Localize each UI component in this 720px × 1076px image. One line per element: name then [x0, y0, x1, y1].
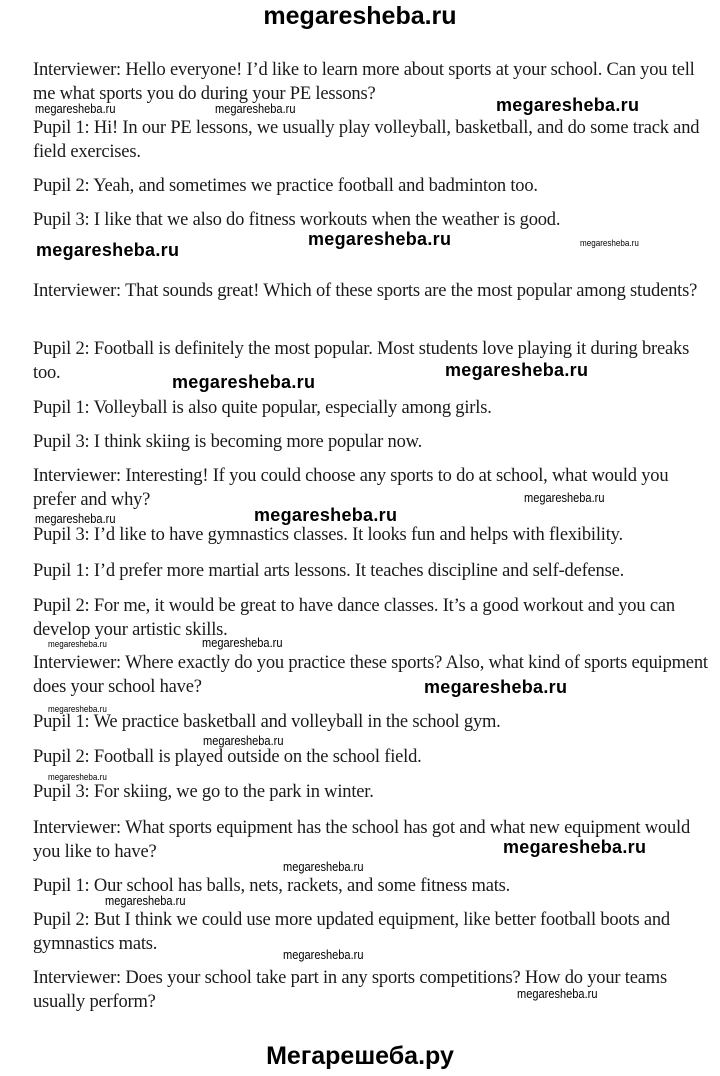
watermark: megaresheba.ru [283, 859, 364, 874]
watermark: megaresheba.ru [48, 639, 107, 650]
dialogue-line: Pupil 1: I’d prefer more martial arts lessons. It teaches discipline and self-defense. [33, 561, 625, 581]
watermark: megaresheba.ru [424, 677, 568, 697]
dialogue-line: Pupil 3: I’d like to have gymnastics classes. It looks fun and helps with flexibility. [33, 525, 623, 545]
dialogue-line: Interviewer: That sounds great! Which of these sports are the most popular among students? [33, 281, 698, 301]
dialogue-line: Pupil 2: Football is definitely the most popular. Most students love playing it during breaks too. [33, 339, 690, 383]
dialogue-line: Interviewer: Does your school take part in any sports competitions? How do your teams usually perform? [33, 968, 667, 1012]
watermark: megaresheba.ru [503, 837, 647, 857]
watermark: megaresheba.ru [35, 101, 116, 116]
dialogue-line: Pupil 3: I like that we also do fitness workouts when the weather is good. [33, 210, 561, 230]
dialogue-line: Pupil 3: For skiing, we go to the park in winter. [33, 782, 374, 802]
dialogue-line: Interviewer: Where exactly do you practice these sports? Also, what kind of sports equipment does your school have? [33, 653, 708, 697]
site-footer: Мегарешеба.ру [266, 1042, 454, 1070]
watermark: megaresheba.ru [48, 772, 107, 783]
dialogue-line: Interviewer: Interesting! If you could choose any sports to do at school, what would you prefer and why? [33, 466, 669, 510]
watermark: megaresheba.ru [445, 360, 589, 380]
watermark: megaresheba.ru [36, 240, 180, 260]
watermark: megaresheba.ru [254, 505, 398, 525]
watermark: megaresheba.ru [580, 238, 639, 249]
watermark: megaresheba.ru [105, 893, 186, 908]
dialogue-line: Pupil 1: Our school has balls, nets, rackets, and some fitness mats. [33, 876, 511, 896]
dialogue-line: Pupil 3: I think skiing is becoming more popular now. [33, 432, 423, 452]
site-header: megaresheba.ru [263, 2, 457, 30]
watermark: megaresheba.ru [308, 229, 452, 249]
dialogue-line: Interviewer: What sports equipment has the school has got and what new equipment would you like to have? [33, 818, 691, 862]
dialogue-line: Pupil 1: We practice basketball and volleyball in the school gym. [33, 712, 501, 732]
watermark: megaresheba.ru [203, 733, 284, 748]
watermark: megaresheba.ru [517, 986, 598, 1001]
dialogue-line: Pupil 1: Hi! In our PE lessons, we usually play volleyball, basketball, and do some track and field exercises. [33, 118, 700, 162]
watermark: megaresheba.ru [524, 490, 605, 505]
watermark: megaresheba.ru [215, 101, 296, 116]
dialogue-line: Interviewer: Hello everyone! I’d like to learn more about sports at your school. Can you tell me what sports you do during your PE lessons? [33, 60, 695, 104]
watermark: megaresheba.ru [202, 635, 283, 650]
watermark: megaresheba.ru [283, 947, 364, 962]
dialogue-line: Pupil 2: Football is played outside on the school field. [33, 747, 422, 767]
watermark: megaresheba.ru [496, 95, 640, 115]
watermark: megaresheba.ru [172, 372, 316, 392]
dialogue-line: Pupil 1: Volleyball is also quite popular, especially among girls. [33, 398, 492, 418]
watermark: megaresheba.ru [48, 704, 107, 715]
watermark: megaresheba.ru [35, 511, 116, 526]
dialogue-line: Pupil 2: But I think we could use more updated equipment, like better football boots and gymnastics mats. [33, 910, 670, 954]
dialogue-line: Pupil 2: For me, it would be great to have dance classes. It’s a good workout and you can develop your artistic skills. [33, 596, 675, 640]
dialogue-line: Pupil 2: Yeah, and sometimes we practice football and badminton too. [33, 176, 538, 196]
